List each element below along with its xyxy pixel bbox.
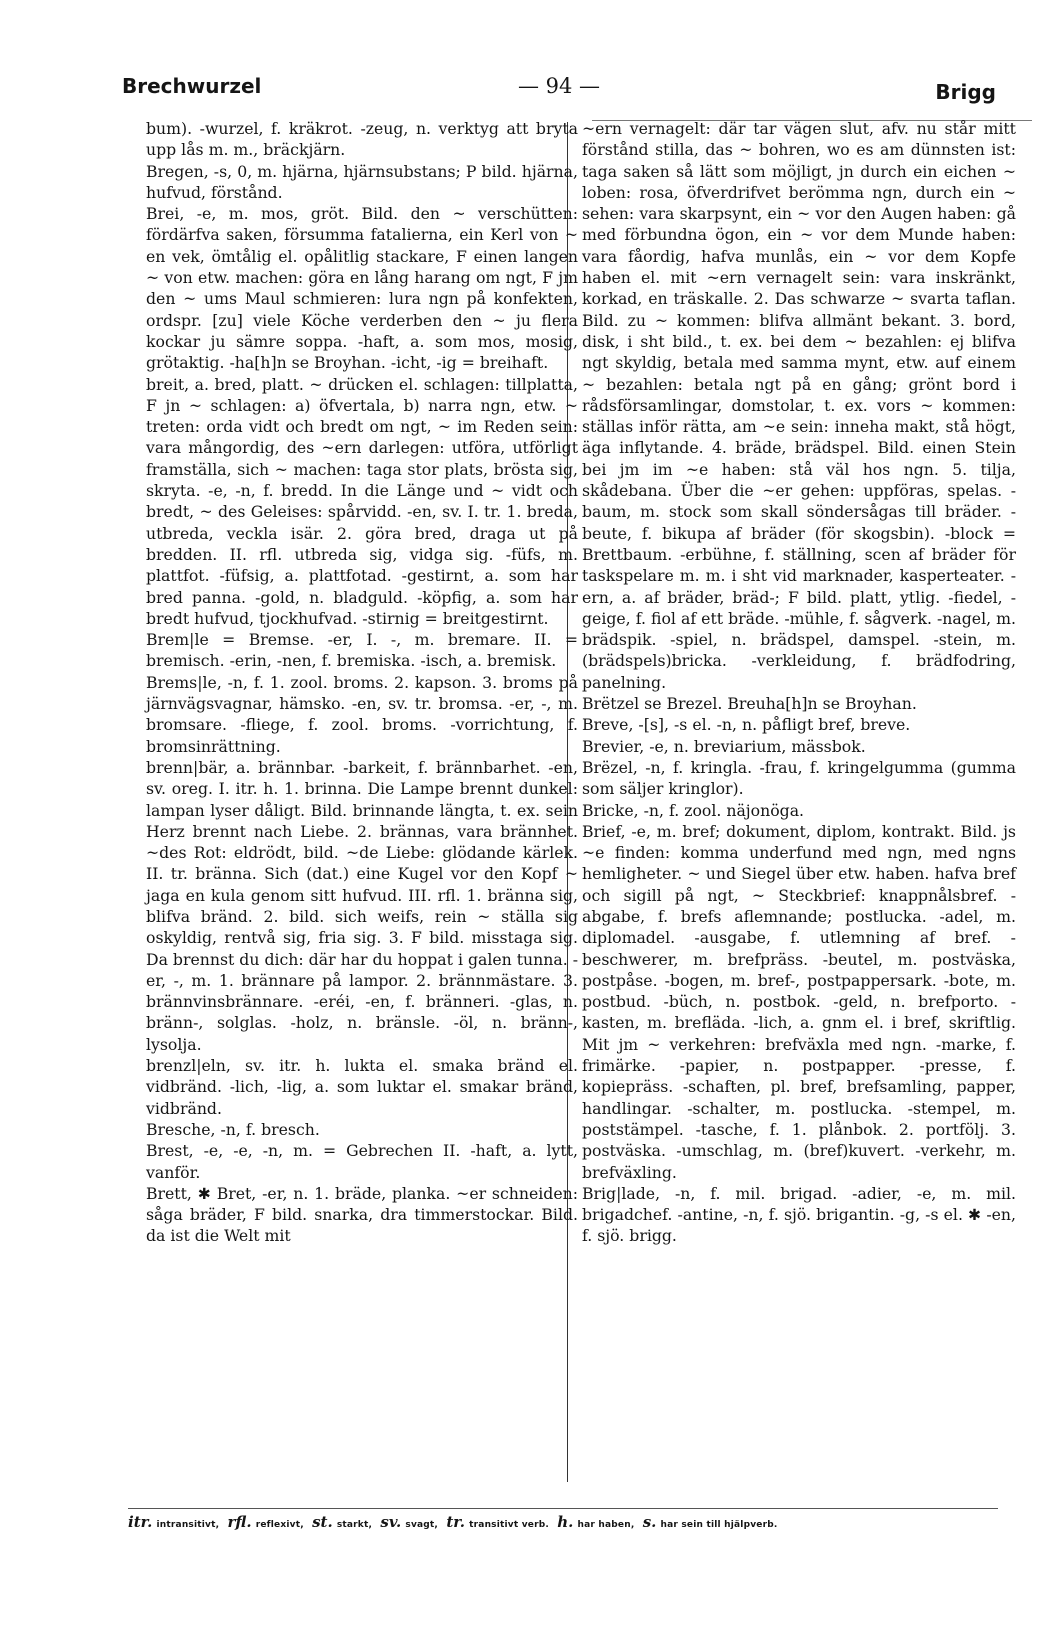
entry-brezel: Brëzel, -n, f. kringla. -frau, f. kringelgumma (gumma som säljer kringlor).: [582, 757, 1016, 799]
entry-brett-continued: ~ern vernagelt: där tar vägen slut, afv. nu står mitt förstånd stilla, das ~ bohren, wo es am dünnsten ist: taga saken så lätt som möjligt, jn durch ein eichen ~ loben: rosa, öfverdrifvet berömma ngn, durch ein ~ sehen: vara skarpsynt, ein ~ vor den Augen haben: gå med förbundna ögon, ein ~ vor dem Munde haben: vara fåordig, hafva munlås, ein ~ vor dem Kopfe haben el. mit ~ern vernagelt sein: vara inskränkt, korkad, en träskalle. 2. Das schwarze ~ svarta taflan. Bild. zu ~ kommen: blifva allmänt bekant. 3. bord, disk, i sht bild., t. ex. bei dem ~ bezahlen: ej blifva ngt skyldig, betala med samma mynt, etw. auf einem ~ bezahlen: betala ngt på en gång; grönt bord i rådsförsamlingar, domstolar, t. ex. vors ~ kommen: ställas inför rätta, am ~e sein: inneha makt, stå högt, äga inflytande. 4. bräde, brädspel. Bild. einen Stein bei jm im ~e haben: stå väl hos ngn. 5. tilja, skådebana. Über die ~er gehen: uppföras, spelas. -baum, m. stock som skall söndersågas till bräder. -beute, f. bikupa af bräder (för skogsbin). -block = Brettbaum. -erbühne, f. ställning, scen af bräder för taskspelare m. m. i sht vid marknader, kasperteater. -ern, a. af bräder, bräd-; F bild. platt, ytlig. -fiedel, -geige, f. fiol af ett bräde. -mühle, f. sågverk. -nagel, m. brädspik. -spiel, n. brädspel, damspel. -stein, m. (brädspels)bricka. -verkleidung, f. brädfodring, panelning.: [582, 119, 1016, 692]
legend-text: reflexivt,: [255, 1520, 304, 1530]
legend-text: starkt,: [336, 1520, 373, 1530]
entry-brechwurzel: bum). -wurzel, f. kräkrot. -zeug, n. verktyg att bryta upp lås m. m., bräckjärn.: [146, 119, 578, 160]
legend-text: svagt,: [405, 1520, 439, 1530]
legend-text: intransitivt,: [156, 1520, 220, 1530]
abbreviation-legend: [128, 1508, 998, 1534]
entry-brett: Brett, ✱ Bret, -er, n. 1. bräde, planka. ~er schneiden: såga bräder, F bild. snarka, dra timmerstockar. Bild. da ist die Welt mit: [146, 1183, 578, 1246]
legend-abbr: s.: [642, 1513, 657, 1531]
legend-abbr: itr.: [128, 1513, 153, 1531]
legend-text: har haben,: [577, 1520, 635, 1530]
page-header: [122, 70, 996, 106]
entry-brevier: Brevier, -e, n. breviarium, mässbok.: [582, 736, 866, 756]
entry-bricke: Bricke, -n, f. zool. näjonöga.: [582, 800, 805, 820]
entry-brigade: Brig|lade, -n, f. mil. brigad. -adier, -e, m. mil. brigadchef. -antine, -n, f. sjö. brigantin. -g, -s el. ✱ -en, f. sjö. brigg.: [582, 1183, 1016, 1246]
legend-text: har sein till hjälpverb.: [660, 1520, 778, 1530]
legend-abbr: tr.: [446, 1513, 466, 1531]
entry-brenzeln: brenzl|eln, sv. itr. h. lukta el. smaka bränd el. vidbränd. -lich, -lig, a. som luktar el. smakar bränd, vidbränd.: [146, 1056, 578, 1118]
legend-text: transitivt verb.: [469, 1520, 549, 1530]
header-last-word: Brigg: [935, 80, 996, 104]
legend-abbr: st.: [312, 1513, 333, 1531]
legend-abbr: sv.: [380, 1513, 402, 1531]
page-number: — 94 —: [517, 74, 601, 98]
entry-bregen: Bregen, -s, 0, m. hjärna, hjärnsubstans; P bild. hjärna, hufvud, förstånd.: [146, 161, 578, 202]
header-first-word: Brechwurzel: [122, 74, 262, 98]
entry-brest: Brest, -e, -e, -n, m. = Gebrechen II. -haft, a. lytt, vanför.: [146, 1141, 578, 1182]
entry-bretzel: Brëtzel se Brezel. Breuha[h]n se Broyhan.: [582, 694, 917, 714]
right-column: [582, 118, 1016, 1247]
entry-brennbar: brenn|bär, a. brännbar. -barkeit, f. brännbarhet. -en, sv. oreg. I. itr. h. 1. brinna. Die Lampe brennt dunkel: lampan lyser dåligt. Bild. brinnande längta, t. ex. sein Herz brennt nach Liebe. 2. brännas, vara brännhet. ~des Rot: eldrödt, bild. ~de Liebe: glödande kärlek. II. tr. bränna. Sich (dat.) eine Kugel vor den Kopf ~ jaga en kula genom sitt hufvud. III. rfl. 1. bränna sig, blifva bränd. 2. bild. sich weifs, rein ~ ställa sig oskyldig, rentvå sig, fria sig. 3. F bild. misstaga sig. Da brennst du dich: där har du hoppat i galen tunna. -er, -, m. 1. brännare på lampor. 2. brännmästare. 3. brännvinsbrännare. -eréi, -en, f. bränneri. -glas, n. bränn-, solglas. -holz, n. bränsle. -öl, n. bränn-, lysolja.: [146, 757, 578, 1054]
entry-bremsle: Brems|le, -n, f. 1. zool. broms. 2. kapson. 3. broms på järnvägsvagnar, hämsko. -en, sv. tr. bromsa. -er, -, m. bromsare. -fliege, f. zool. broms. -vorrichtung, f. bromsinrättning.: [146, 672, 578, 756]
left-column: [146, 118, 578, 1247]
entry-breit: breit, a. bred, platt. ~ drücken el. schlagen: tillplatta, F jn ~ schlagen: a) öfvertala, b) narra ngn, etw. ~ treten: orda vidt och bredt om ngt, ~ im Reden sein: vara mångordig, des ~ern darlegen: utföra, utförligt framställa, sich ~ machen: taga stor plats, brösta sig, skryta. -e, -n, f. bredd. In die Länge und ~ vidt och bredt, ~ des Geleises: spårvidd. -en, sv. I. tr. 1. breda, utbreda, veckla isär. 2. göra bred, draga ut på bredden. II. rfl. utbreda sig, vidga sig. -füfs, m. plattfot. -füfsig, a. plattfotad. -gestirnt, a. som har bred panna. -gold, n. bladguld. -köpfig, a. som har bredt hufvud, tjockhufvad. -stirnig = breitgestirnt.: [146, 374, 578, 628]
entry-brief: Brief, -e, m. bref; dokument, diplom, kontrakt. Bild. js ~e finden: komma underfund med ngn, med ngns hemligheter. ~ und Siegel über etw. haben. hafva bref och sigill på ngt, ~ Steckbrief: knappnålsbref. -abgabe, f. brefs aflemnande; postlucka. -adel, m. diplomadel. -ausgabe, f. utlemning af bref. -beschwerer, m. brefpräss. -beutel, m. postväska, postpåse. -bogen, m. bref-, postpappersark. -bote, m. postbud. -büch, n. postbok. -geld, n. brefporto. -kasten, m. brefläda. -lich, a. gnm el. i bref, skriftlig. Mit jm ~ verkehren: brefväxla med ngn. -marke, f. frimärke. -papier, n. postpapper. -presse, f. kopiepräss. -schaften, pl. bref, brefsamling, papper, handlingar. -schalter, m. postlucka. -stempel, m. poststämpel. -tasche, f. 1. plånbok. 2. portfölj. 3. postväska. -umschlag, m. (bref)kuvert. -verkehr, m. brefväxling.: [582, 821, 1016, 1182]
entry-breve: Breve, -[s], -s el. -n, n. påfligt bref, breve.: [582, 715, 911, 735]
entry-bremle: Brem|le = Bremse. -er, I. -, m. bremare. II. = bremisch. -erin, -nen, f. bremiska. -isch, a. bremisk.: [146, 630, 578, 671]
entry-brei: Brei, -e, m. mos, gröt. Bild. den ~ verschütten: fördärfva saken, försumma fatalierna, ein Kerl von ~ en vek, ömtålig el. opålitlig stackare, F einen langen ~ von etw. machen: göra en lång harang om ngt, F jm den ~ ums Maul schmieren: lura ngn på konfekten, ordspr. [zu] viele Köche verderben den ~ ju flera kockar ju sämre soppa. -haft, a. som mos, mosig, grötaktig. -ha[h]n se Broyhan. -icht, -ig = breihaft.: [146, 204, 578, 373]
legend-abbr: rfl.: [227, 1513, 252, 1531]
entry-bresche: Bresche, -n, f. bresch.: [146, 1119, 320, 1139]
legend-abbr: h.: [557, 1513, 574, 1531]
